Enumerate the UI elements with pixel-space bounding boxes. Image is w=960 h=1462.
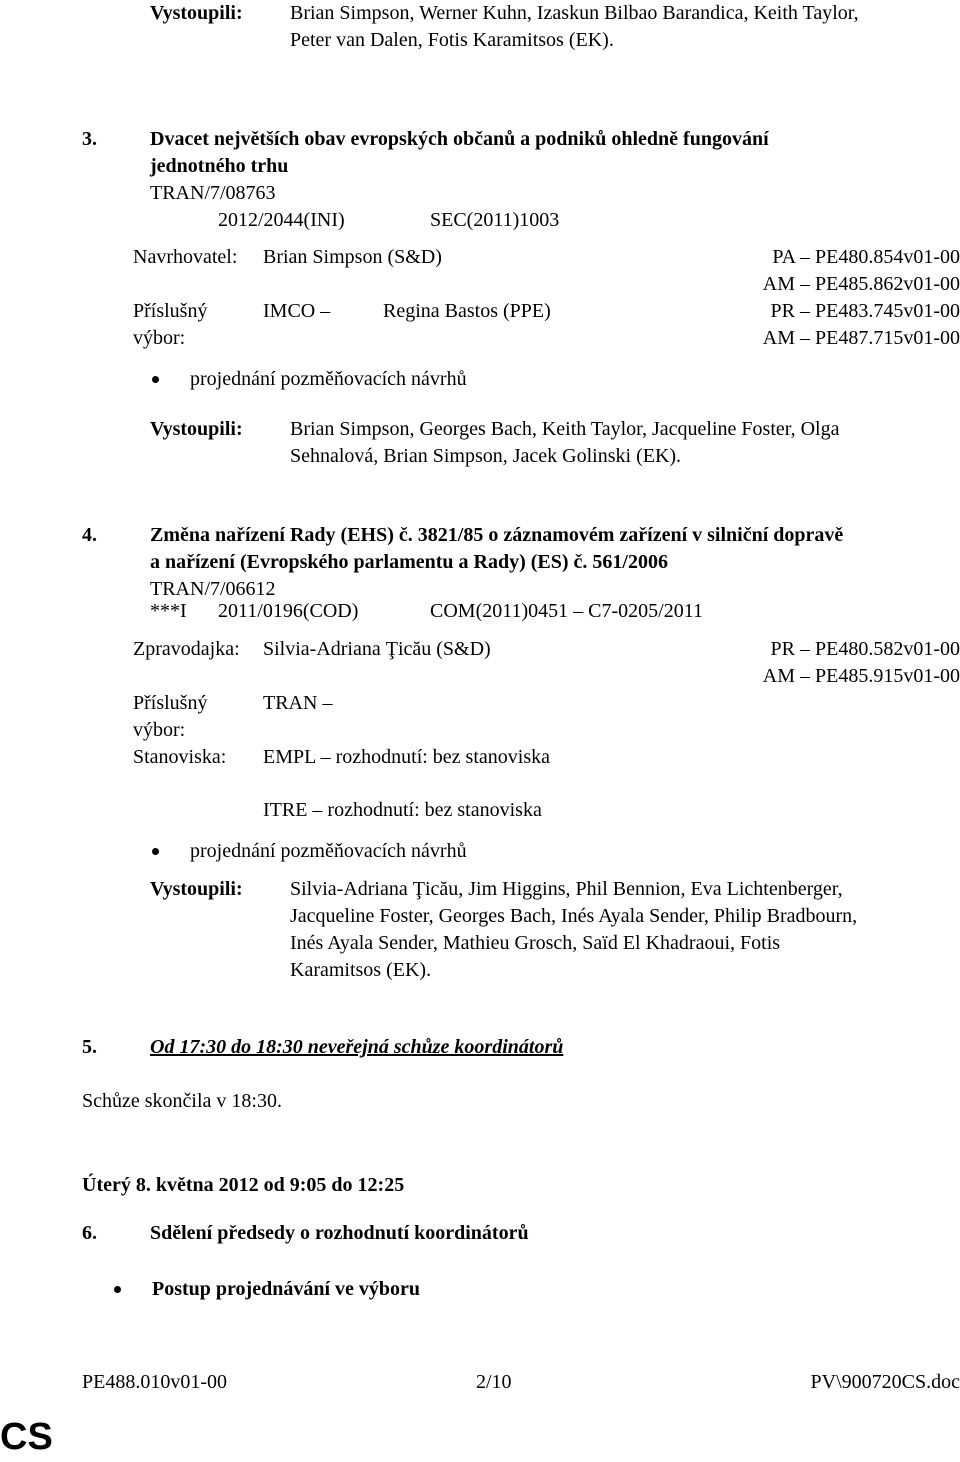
item4-number: 4.: [82, 524, 97, 546]
item4-doc1: PR – PE480.582v01-00: [770, 638, 960, 660]
item5-title: Od 17:30 do 18:30 neveřejná schůze koordinátorů: [150, 1036, 564, 1058]
item3-proposer: Brian Simpson (S&D): [263, 246, 442, 268]
item3-title-line2: jednotného trhu: [150, 155, 289, 177]
item4-speakers-line2: Jacqueline Foster, Georges Bach, Inés Ayala Sender, Philip Bradbourn,: [290, 905, 858, 927]
item4-speakers-line1: Silvia-Adriana Ţicău, Jim Higgins, Phil Bennion, Eva Lichtenberger,: [290, 878, 843, 900]
item6-bullet-icon: [114, 1286, 121, 1293]
item4-rapporteur-label: Zpravodajka:: [133, 638, 240, 660]
item3-ref: TRAN/7/08763: [150, 182, 276, 204]
item4-committee-label-2: výbor:: [133, 719, 186, 741]
item4-stars: ***I: [150, 600, 187, 622]
item4-bullet-text: projednání pozměňovacích návrhů: [190, 840, 467, 862]
item4-opinion1: EMPL – rozhodnutí: bez stanoviska: [263, 746, 550, 768]
item4-opinion2: ITRE – rozhodnutí: bez stanoviska: [263, 799, 542, 821]
item3-doc3: PR – PE483.745v01-00: [770, 300, 960, 322]
item4-com: COM(2011)0451 – C7-0205/2011: [430, 600, 703, 622]
item3-doc4: AM – PE487.715v01-00: [762, 327, 960, 349]
item3-bullet-text: projednání pozměňovacích návrhů: [190, 368, 467, 390]
item3-proc: 2012/2044(INI): [218, 209, 345, 231]
item3-number: 3.: [82, 128, 97, 150]
item3-committee: IMCO –: [263, 300, 331, 322]
item4-rapporteur: Silvia-Adriana Ţicău (S&D): [263, 638, 491, 660]
item4-proc: 2011/0196(COD): [218, 600, 359, 622]
item6-title: Sdělení předsedy o rozhodnutí koordinátorů: [150, 1222, 529, 1244]
item3-speakers-line1: Brian Simpson, Georges Bach, Keith Taylor, Jacqueline Foster, Olga: [290, 418, 840, 440]
item4-doc2: AM – PE485.915v01-00: [762, 665, 960, 687]
item4-speakers-line3: Inés Ayala Sender, Mathieu Grosch, Saïd El Khadraoui, Fotis: [290, 932, 781, 954]
item4-opinions-label: Stanoviska:: [133, 746, 227, 768]
item3-committee-label-1: Příslušný: [133, 300, 208, 322]
item3-proposer-label: Navrhovatel:: [133, 246, 238, 268]
day-heading: Úterý 8. května 2012 od 9:05 do 12:25: [82, 1174, 405, 1196]
footer-lang: CS: [0, 1416, 53, 1458]
item3-doc1: PA – PE480.854v01-00: [772, 246, 960, 268]
footer-page: 2/10: [476, 1371, 512, 1393]
item6-number: 6.: [82, 1222, 97, 1244]
item4-ref: TRAN/7/06612: [150, 578, 276, 600]
item3-speakers-line2: Sehnalová, Brian Simpson, Jacek Golinski (EK).: [290, 445, 682, 467]
footer-file: PV\900720CS.doc: [810, 1371, 960, 1393]
item3-committee-member: Regina Bastos (PPE): [383, 300, 551, 322]
item6-bullet-text: Postup projednávání ve výboru: [152, 1278, 421, 1300]
item4-committee: TRAN –: [263, 692, 333, 714]
closing-note: Schůze skončila v 18:30.: [82, 1090, 282, 1112]
item4-title-line2: a nařízení (Evropského parlamentu a Rady) (ES) č. 561/2006: [150, 551, 668, 573]
footer-doc-ref: PE488.010v01-00: [82, 1371, 227, 1393]
item4-speakers-label: Vystoupili:: [150, 878, 243, 900]
item3-speakers-label: Vystoupili:: [150, 418, 243, 440]
item3-sec: SEC(2011)1003: [430, 209, 560, 231]
item3-title-line1: Dvacet největších obav evropských občanů a podniků ohledně fungování: [150, 128, 769, 150]
item3-bullet-icon: [152, 376, 159, 383]
top-speakers-label: Vystoupili:: [150, 2, 243, 24]
item3-doc2: AM – PE485.862v01-00: [762, 273, 960, 295]
top-speakers-line2: Peter van Dalen, Fotis Karamitsos (EK).: [290, 29, 614, 51]
item4-bullet-icon: [152, 848, 159, 855]
item5-number: 5.: [82, 1036, 97, 1058]
item4-title-line1: Změna nařízení Rady (EHS) č. 3821/85 o záznamovém zařízení v silniční dopravě: [150, 524, 844, 546]
item3-committee-label-2: výbor:: [133, 327, 186, 349]
item4-committee-label-1: Příslušný: [133, 692, 208, 714]
item4-speakers-line4: Karamitsos (EK).: [290, 959, 432, 981]
top-speakers-line1: Brian Simpson, Werner Kuhn, Izaskun Bilbao Barandica, Keith Taylor,: [290, 2, 859, 24]
